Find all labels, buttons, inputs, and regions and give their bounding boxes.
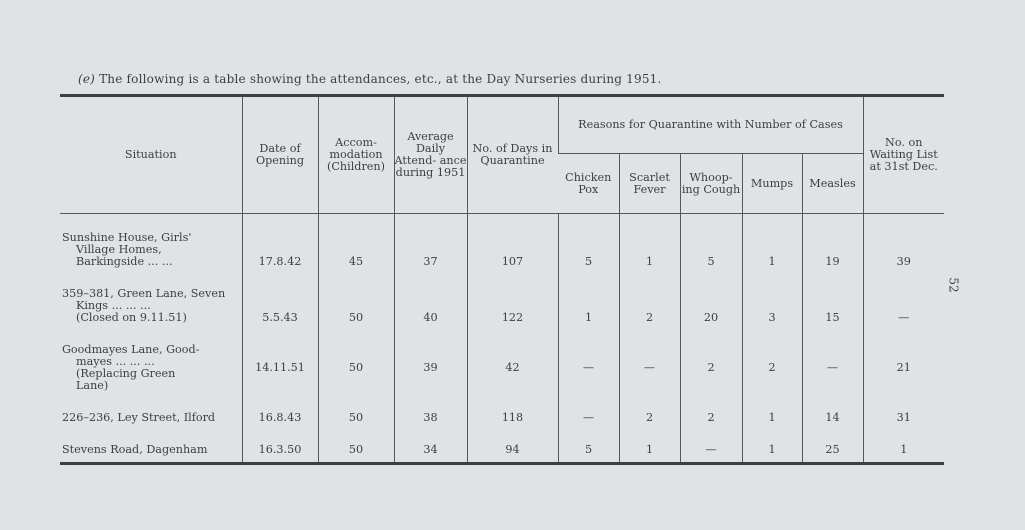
cell-situation — [60, 214, 242, 273]
cell-chicken-pox: 5 — [558, 428, 619, 464]
situation-line: Kings ... ... ... — [76, 299, 151, 312]
cell-average: 38 — [394, 396, 467, 428]
situation-line: 359–381, Green Lane, Seven — [62, 287, 226, 300]
table-row — [60, 272, 944, 328]
table-row — [60, 328, 944, 396]
cell-date: 16.3.50 — [242, 428, 318, 464]
cell-waiting: 21 — [863, 328, 944, 396]
header-scarlet-fever: Scarlet Fever — [619, 154, 680, 214]
situation-line: (Replacing Green — [76, 367, 176, 380]
cell-date: 16.8.43 — [242, 396, 318, 428]
cell-mumps: 3 — [742, 272, 802, 328]
cell-measles: 14 — [802, 396, 863, 428]
header-reasons-group: Reasons for Quarantine with Number of Cases — [558, 96, 863, 154]
cell-mumps: 2 — [742, 328, 802, 396]
header-average: Average Daily Attend- ance during 1951 — [394, 96, 467, 214]
cell-days: 42 — [467, 328, 558, 396]
header-waiting: No. on Waiting List at 31st Dec. — [863, 96, 944, 214]
table-row — [60, 396, 944, 428]
cell-waiting: 31 — [863, 396, 944, 428]
cell-date: 17.8.42 — [242, 214, 318, 273]
cell-measles: 15 — [802, 272, 863, 328]
situation-line: Sunshine House, Girls' — [62, 231, 192, 244]
header-chicken-pox: Chicken Pox — [558, 154, 619, 214]
situation-line: (Closed on 9.11.51) — [76, 311, 187, 324]
cell-situation: 226–236, Ley Street, Ilford — [62, 411, 216, 424]
situation-line: mayes ... ... ... — [76, 355, 155, 368]
cell-chicken-pox: 5 — [558, 214, 619, 273]
cell-date: 14.11.51 — [242, 328, 318, 396]
situation-line: Goodmayes Lane, Good- — [62, 343, 200, 356]
cell-accommodation: 50 — [318, 272, 394, 328]
cell-situation — [60, 272, 242, 328]
header-accommodation: Accom- modation (Children) — [318, 96, 394, 214]
header-mumps: Mumps — [742, 154, 802, 214]
cell-measles: 19 — [802, 214, 863, 273]
cell-situation — [60, 328, 242, 396]
header-situation: Situation — [60, 96, 242, 214]
cell-average: 37 — [394, 214, 467, 273]
cell-waiting: 39 — [863, 214, 944, 273]
cell-waiting: 1 — [863, 428, 944, 464]
cell-accommodation: 50 — [318, 328, 394, 396]
cell-mumps: 1 — [742, 396, 802, 428]
header-days: No. of Days in Quarantine — [467, 96, 558, 214]
cell-measles: 25 — [802, 428, 863, 464]
nurseries-table — [60, 94, 944, 465]
cell-chicken-pox: 1 — [558, 272, 619, 328]
header-whooping-cough: Whoop- ing Cough — [680, 154, 742, 214]
cell-scarlet-fever: — — [619, 328, 680, 396]
cell-mumps: 1 — [742, 428, 802, 464]
cell-days: 122 — [467, 272, 558, 328]
cell-days: 107 — [467, 214, 558, 273]
cell-whooping-cough: — — [680, 428, 742, 464]
cell-chicken-pox: — — [558, 396, 619, 428]
situation-line: Lane) — [76, 379, 109, 392]
caption-text: The following is a table showing the attendances, etc., at the Day Nurseries during 1951. — [99, 72, 662, 86]
table-row — [60, 428, 944, 464]
cell-scarlet-fever: 1 — [619, 214, 680, 273]
page-number: 52 — [946, 277, 961, 293]
header-measles: Measles — [802, 154, 863, 214]
cell-accommodation: 50 — [318, 396, 394, 428]
cell-whooping-cough: 2 — [680, 396, 742, 428]
table-row — [60, 214, 944, 273]
cell-waiting: — — [863, 272, 944, 328]
cell-situation: Stevens Road, Dagenham — [62, 443, 208, 456]
cell-days: 94 — [467, 428, 558, 464]
table-caption — [78, 72, 662, 86]
cell-accommodation: 45 — [318, 214, 394, 273]
cell-scarlet-fever: 1 — [619, 428, 680, 464]
cell-measles: — — [802, 328, 863, 396]
cell-date: 5.5.43 — [242, 272, 318, 328]
cell-mumps: 1 — [742, 214, 802, 273]
cell-whooping-cough: 5 — [680, 214, 742, 273]
cell-average: 39 — [394, 328, 467, 396]
cell-whooping-cough: 20 — [680, 272, 742, 328]
cell-accommodation: 50 — [318, 428, 394, 464]
cell-scarlet-fever: 2 — [619, 396, 680, 428]
cell-chicken-pox: — — [558, 328, 619, 396]
cell-days: 118 — [467, 396, 558, 428]
cell-average: 34 — [394, 428, 467, 464]
cell-whooping-cough: 2 — [680, 328, 742, 396]
situation-line: Barkingside ... ... — [76, 255, 173, 268]
situation-line: Village Homes, — [76, 243, 162, 256]
cell-average: 40 — [394, 272, 467, 328]
cell-scarlet-fever: 2 — [619, 272, 680, 328]
caption-mark: (e) — [78, 72, 96, 86]
header-date: Date of Opening — [242, 96, 318, 214]
